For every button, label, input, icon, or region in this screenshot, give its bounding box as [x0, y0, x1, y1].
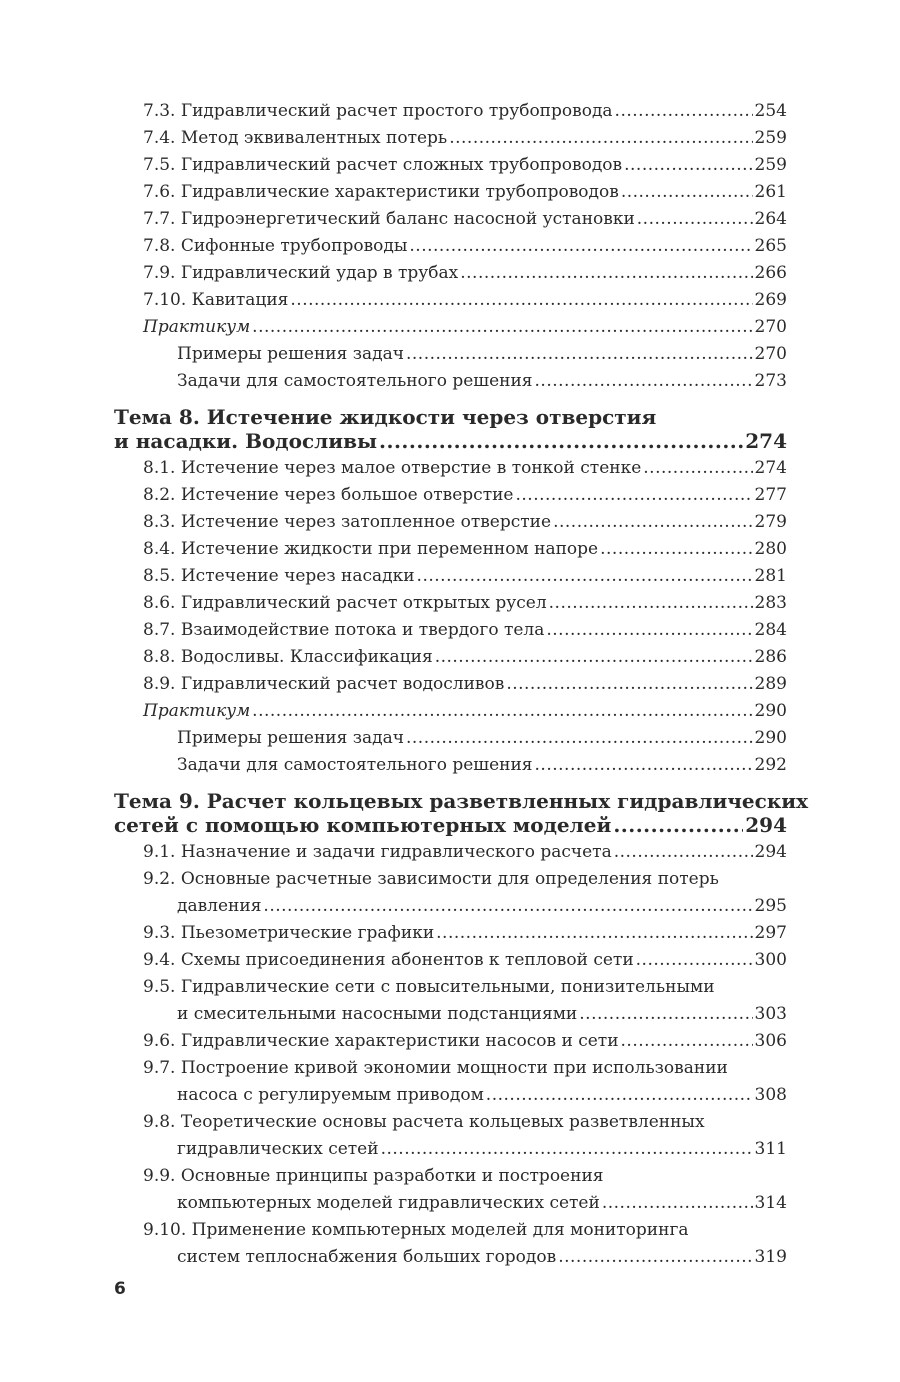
toc-entry-page: 265: [754, 236, 787, 256]
toc-entry-title-line1: 9.2. Основные расчетные зависимости для определения потерь: [143, 869, 719, 889]
toc-practice: [114, 314, 787, 341]
toc-entry: [114, 1055, 787, 1109]
toc-entry-title-line2: давления: [177, 896, 262, 916]
leader-dots: [486, 1082, 753, 1109]
toc-entry-page: 273: [754, 371, 787, 391]
toc-entry-title: Примеры решения задач: [177, 728, 404, 748]
toc-entry-title: 9.3. Пьезометрические графики: [143, 923, 435, 943]
toc-entry-page: 284: [754, 620, 787, 640]
topic-title-line2: сетей с помощью компьютерных моделей: [114, 813, 612, 837]
toc-entry: [114, 920, 787, 947]
toc-entry-page: 308: [754, 1085, 787, 1105]
toc-entry: [114, 590, 787, 617]
toc-entry-title: 7.9. Гидравлический удар в трубах: [143, 263, 459, 283]
page-number: 6: [114, 1279, 126, 1299]
toc-entry: [114, 1109, 787, 1163]
toc-entry-title: 8.4. Истечение жидкости при переменном напоре: [143, 539, 599, 559]
toc-entry-title-line1: 9.9. Основные принципы разработки и построения: [143, 1166, 604, 1186]
toc-entry: [114, 287, 787, 314]
toc-entry: [114, 536, 787, 563]
leader-dots: [637, 206, 753, 233]
toc-entry: [114, 233, 787, 260]
topic-page: 274: [745, 429, 787, 453]
toc-entry-title-line2: и смесительными насосными подстанциями: [177, 1004, 578, 1024]
toc-entry-title: 7.6. Гидравлические характеристики трубопроводов: [143, 182, 619, 202]
topic-9-heading: [114, 789, 809, 837]
toc-entry-page: 279: [754, 512, 787, 532]
leader-dots: [379, 429, 743, 453]
leader-dots: [579, 1001, 752, 1028]
leader-dots: [621, 1028, 753, 1055]
leader-dots: [558, 1244, 752, 1271]
toc-entry-page: 290: [754, 728, 787, 748]
topic-title-line1: Тема 9. Расчет кольцевых разветвленных гидравлических: [114, 789, 809, 813]
leader-dots: [417, 563, 753, 590]
leader-dots: [643, 455, 752, 482]
leader-dots: [406, 341, 753, 368]
toc-entry: [114, 260, 787, 287]
toc-practice: [114, 698, 787, 725]
toc-entry-page: 303: [754, 1004, 787, 1024]
toc-entry-page: 259: [754, 128, 787, 148]
toc-entry-title: 9.1. Назначение и задачи гидравлического расчета: [143, 842, 612, 862]
toc-entry: [114, 125, 787, 152]
toc-entry-page: 295: [754, 896, 787, 916]
toc-entry-title: 7.3. Гидравлический расчет простого трубопровода: [143, 101, 613, 121]
toc-subentry: [114, 341, 787, 368]
leader-dots: [636, 947, 753, 974]
leader-dots: [436, 920, 752, 947]
toc-entry-page: 281: [754, 566, 787, 586]
toc-entry: [114, 866, 787, 920]
topic-title-line1: Тема 8. Истечение жидкости через отверстия: [114, 405, 657, 429]
leader-dots: [409, 233, 752, 260]
toc-subentry: [114, 752, 787, 779]
leader-dots: [252, 314, 752, 341]
toc-entry-page: 283: [754, 593, 787, 613]
toc-entry-title: 8.2. Истечение через большое отверстие: [143, 485, 514, 505]
toc-entry-title-line2: систем теплоснабжения больших городов: [177, 1247, 557, 1267]
toc-entry: [114, 644, 787, 671]
table-of-contents: [114, 98, 809, 1271]
toc-entry-title-line1: 9.5. Гидравлические сети с повысительными, понизительными: [143, 977, 715, 997]
toc-entry-page: 290: [754, 701, 787, 721]
toc-entry-page: 289: [754, 674, 787, 694]
leader-dots: [546, 617, 752, 644]
toc-entry-page: 277: [754, 485, 787, 505]
toc-entry: [114, 455, 787, 482]
leader-dots: [549, 590, 753, 617]
toc-entry-page: 270: [754, 317, 787, 337]
toc-entry-title: 8.3. Истечение через затопленное отверстие: [143, 512, 552, 532]
toc-entry: [114, 671, 787, 698]
toc-entry-title: 7.8. Сифонные трубопроводы: [143, 236, 408, 256]
toc-entry-title: 8.7. Взаимодействие потока и твердого тела: [143, 620, 545, 640]
toc-entry-page: 292: [754, 755, 787, 775]
toc-entry-title: Задачи для самостоятельного решения: [177, 371, 533, 391]
toc-entry-page: 270: [754, 344, 787, 364]
leader-dots: [615, 98, 753, 125]
toc-subentry: [114, 725, 787, 752]
toc-entry-page: 266: [754, 263, 787, 283]
toc-entry: [114, 509, 787, 536]
toc-entry-title-line2: компьютерных моделей гидравлических сетей: [177, 1193, 600, 1213]
toc-entry-page: 294: [754, 842, 787, 862]
toc-entry: [114, 98, 787, 125]
toc-entry-title: 7.7. Гидроэнергетический баланс насосной установки: [143, 209, 635, 229]
toc-entry-page: 264: [754, 209, 787, 229]
toc-entry-title: 9.4. Схемы присоединения абонентов к тепловой сети: [143, 950, 634, 970]
toc-entry: [114, 947, 787, 974]
toc-entry-title: Практикум: [143, 317, 251, 337]
toc-entry-page: 254: [754, 101, 787, 121]
toc-subentry: [114, 368, 787, 395]
leader-dots: [553, 509, 752, 536]
toc-entry-title: 8.8. Водосливы. Классификация: [143, 647, 433, 667]
leader-dots: [435, 644, 753, 671]
leader-dots: [290, 287, 752, 314]
toc-entry-page: 300: [754, 950, 787, 970]
leader-dots: [449, 125, 752, 152]
toc-entry-page: 269: [754, 290, 787, 310]
toc-entry-page: 286: [754, 647, 787, 667]
topic-title-line2: и насадки. Водосливы: [114, 429, 378, 453]
toc-entry-title: 8.9. Гидравлический расчет водосливов: [143, 674, 505, 694]
toc-entry: [114, 152, 787, 179]
toc-entry-title: 8.5. Истечение через насадки: [143, 566, 415, 586]
toc-entry-page: 306: [754, 1031, 787, 1051]
toc-entry-title: 7.10. Кавитация: [143, 290, 289, 310]
toc-entry-page: 319: [754, 1247, 787, 1267]
leader-dots: [624, 152, 752, 179]
toc-entry-page: 280: [754, 539, 787, 559]
leader-dots: [252, 698, 752, 725]
toc-entry-page: 297: [754, 923, 787, 943]
toc-entry: [114, 974, 787, 1028]
toc-entry-title-line2: насоса с регулируемым приводом: [177, 1085, 484, 1105]
topic-8-heading: [114, 405, 787, 453]
toc-entry: [114, 839, 787, 866]
toc-entry: [114, 617, 787, 644]
toc-entry-page: 274: [754, 458, 787, 478]
leader-dots: [381, 1136, 753, 1163]
toc-entry-title-line1: 9.7. Построение кривой экономии мощности при использовании: [143, 1058, 728, 1078]
leader-dots: [516, 482, 753, 509]
toc-entry: [114, 206, 787, 233]
leader-dots: [263, 893, 752, 920]
toc-entry: [114, 179, 787, 206]
toc-entry-title-line1: 9.8. Теоретические основы расчета кольцевых разветвленных: [143, 1112, 705, 1132]
toc-entry-title: 8.1. Истечение через малое отверстие в тонкой стенке: [143, 458, 642, 478]
topic-page: 294: [745, 813, 787, 837]
toc-entry-title: Практикум: [143, 701, 251, 721]
toc-entry: [114, 1028, 787, 1055]
leader-dots: [602, 1190, 753, 1217]
leader-dots: [406, 725, 753, 752]
leader-dots: [613, 813, 743, 837]
toc-entry-page: 311: [754, 1139, 787, 1159]
leader-dots: [600, 536, 752, 563]
toc-entry: [114, 563, 787, 590]
leader-dots: [535, 368, 753, 395]
toc-entry-title: 7.4. Метод эквивалентных потерь: [143, 128, 448, 148]
leader-dots: [506, 671, 752, 698]
leader-dots: [535, 752, 753, 779]
toc-entry-page: 259: [754, 155, 787, 175]
toc-entry-title: 8.6. Гидравлический расчет открытых русел: [143, 593, 547, 613]
toc-entry: [114, 1217, 787, 1271]
leader-dots: [460, 260, 752, 287]
toc-entry-title: Примеры решения задач: [177, 344, 404, 364]
toc-entry: [114, 1163, 787, 1217]
toc-entry-title: 9.6. Гидравлические характеристики насосов и сети: [143, 1031, 619, 1051]
leader-dots: [614, 839, 753, 866]
leader-dots: [621, 179, 753, 206]
toc-entry-title: Задачи для самостоятельного решения: [177, 755, 533, 775]
toc-entry-title: 7.5. Гидравлический расчет сложных трубопроводов: [143, 155, 623, 175]
toc-entry-title-line2: гидравлических сетей: [177, 1139, 379, 1159]
toc-entry: [114, 482, 787, 509]
toc-entry-page: 314: [754, 1193, 787, 1213]
toc-entry-title-line1: 9.10. Применение компьютерных моделей для мониторинга: [143, 1220, 689, 1240]
toc-entry-page: 261: [754, 182, 787, 202]
